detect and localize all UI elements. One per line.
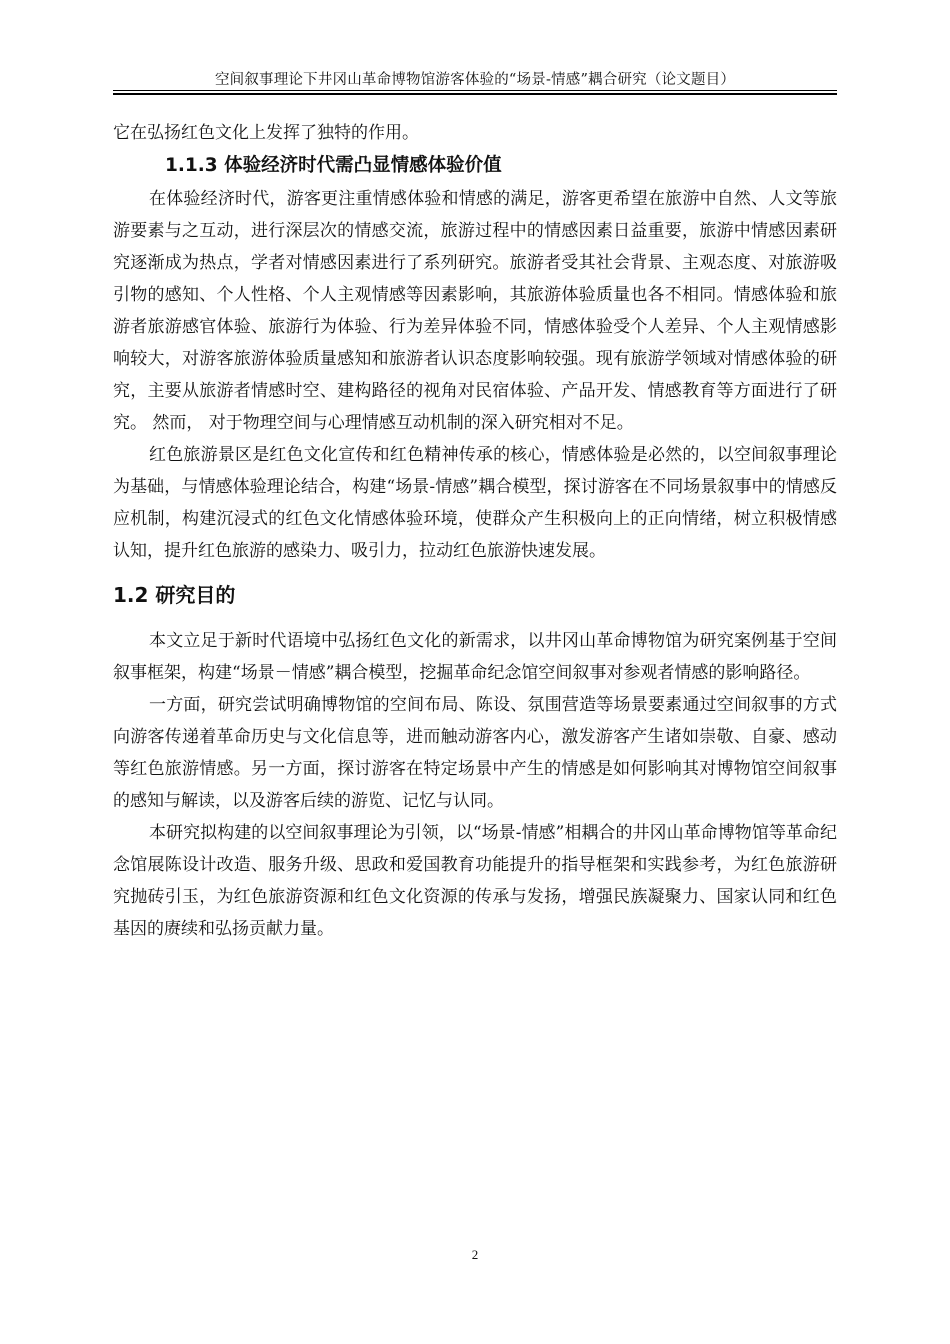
paragraph-2: 红色旅游景区是红色文化宣传和红色精神传承的核心，情感体验是必然的，以空间叙事理论为基础，与情感体验理论结合，构建“场景-情感”耦合模型，探讨游客在不同场景叙事中的情感反应机制，构建沉浸式的红色文化情感体验环境，使群众产生积极向上的正向情绪，树立积极情感认知，提升红色旅游的感染力、吸引力，拉动红色旅游快速发展。 <box>113 445 837 561</box>
paragraph-5: 本研究拟构建的以空间叙事理论为引领，以“场景-情感”相耦合的井冈山革命博物馆等革命纪念馆展陈设计改造、服务升级、思政和爱国教育功能提升的指导框架和实践参考，为红色旅游研究抛砖引玉，为红色旅游资源和红色文化资源的传承与发扬，增强民族凝聚力、国家认同和红色基因的赓续和弘扬贡献力量。 <box>113 823 837 939</box>
lead-line: 它在弘扬红色文化上发挥了独特的作用。 <box>113 123 419 143</box>
paragraph-4: 一方面，研究尝试明确博物馆的空间布局、陈设、氛围营造等场景要素通过空间叙事的方式向游客传递着革命历史与文化信息等，进而触动游客内心，激发游客产生诸如崇敬、自豪、感动等红色旅游情感。另一方面，探讨游客在特定场景中产生的情感是如何影响其对博物馆空间叙事的感知与解读，以及游客后续的游览、记忆与认同。 <box>113 695 837 811</box>
section-heading: 1.2 研究目的 <box>113 583 236 607</box>
document-body <box>113 117 837 945</box>
paragraph-1: 在体验经济时代，游客更注重情感体验和情感的满足，游客更希望在旅游中自然、人文等旅游要素与之互动，进行深层次的情感交流，旅游过程中的情感因素日益重要，旅游中情感因素研究逐渐成为热点，学者对情感因素进行了系列研究。旅游者受其社会背景、主观态度、对旅游吸引物的感知、个人性格、个人主观情感等因素影响，其旅游体验质量也各不相同。情感体验和旅游者旅游感官体验、旅游行为体验、行为差异体验不同，情感体验受个人差异、个人主观情感影响较大，对游客旅游体验质量感知和旅游者认识态度影响较强。现有旅游学领域对情感体验的研究，主要从旅游者情感时空、建构路径的视角对民宿体验、产品开发、情感教育等方面进行了研究。 然而， 对于物理空间与心理情感互动机制的深入研究相对不足。 <box>113 189 837 433</box>
page-number: 2 <box>471 1247 479 1262</box>
subsection-heading: 1.1.3 体验经济时代需凸显情感体验价值 <box>165 155 502 176</box>
running-header: 空间叙事理论下井冈山革命博物馆游客体验的“场景-情感”耦合研究（论文题目） <box>214 72 736 88</box>
header-rule-thin <box>113 90 837 91</box>
header-rule-thick <box>113 93 837 95</box>
paragraph-3: 本文立足于新时代语境中弘扬红色文化的新需求，以井冈山革命博物馆为研究案例基于空间叙事框架，构建“场景－情感”耦合模型，挖掘革命纪念馆空间叙事对参观者情感的影响路径。 <box>113 631 837 683</box>
